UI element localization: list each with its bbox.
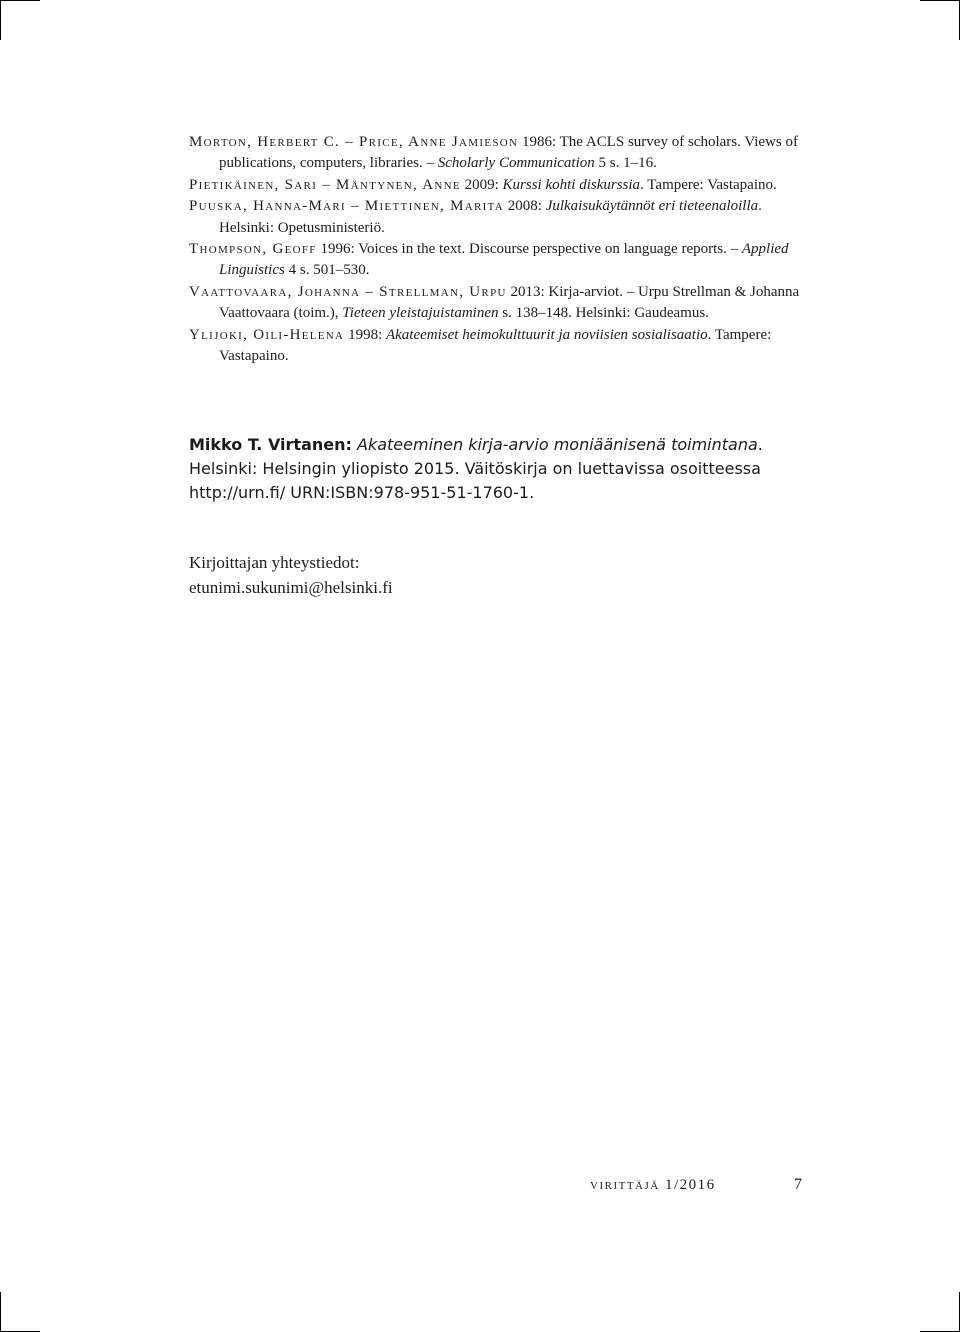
reference-authors: Pietikäinen, Sari – Mäntynen, Anne [189,176,461,193]
reference-entry [189,175,809,196]
reference-title: Kurssi kohti diskurssia [502,176,641,193]
citation-author: Mikko T. Virtanen: [189,435,352,454]
reference-text: 1998: [344,326,386,343]
page-footer [590,1174,810,1196]
reference-tail: 5 s. 1–16. [594,155,657,172]
reference-authors: Puuska, Hanna-Mari – Miettinen, Marita [189,198,505,215]
reference-authors: Ylijoki, Oili-Helena [189,326,345,343]
reference-title: Applied Linguistics [219,241,789,279]
reference-authors: Thompson, Geoff [189,241,317,258]
article-citation [189,433,789,505]
contact-email: etunimi.sukunimi@helsinki.fi [189,577,393,597]
reference-tail: s. 138–148. Helsinki: Gaudeamus. [498,305,709,322]
contact-info [189,551,589,600]
page-number: 7 [794,1176,802,1193]
reference-entry [189,132,809,175]
reference-tail: . Helsinki: Opetusministeriö. [219,198,762,236]
reference-entry [189,325,809,368]
reference-title: Julkaisukäytännöt eri tieteenaloilla [545,198,759,215]
reference-entry [189,282,809,325]
reference-list [189,132,809,367]
reference-text: 1996: Voices in the text. Discourse perspective on language reports. – [316,241,742,258]
reference-title: Tieteen yleistajuistaminen [342,305,499,322]
reference-authors: Morton, Herbert C. – Price, Anne Jamieson [189,134,519,150]
crop-mark [0,1292,1,1332]
reference-entry [189,196,809,239]
reference-text: 2009: [460,176,503,193]
crop-mark [0,0,1,40]
journal-name: virittäjä 1/2016 [590,1177,716,1193]
reference-tail: . Tampere: Vastapaino. [640,176,777,193]
reference-title: Akateemiset heimokulttuurit ja noviisien sosialisaatio [385,326,708,343]
reference-authors: Vaattovaara, Johanna – Strellman, Urpu [189,283,507,300]
reference-text: 2013: Kirja-arviot. – Urpu Strellman & Johanna Vaattovaara (toim.), [219,283,800,322]
citation-title: Akateeminen kirja-arvio moniäänisenä toimintana [357,435,758,454]
citation-rest: . Helsinki: Helsingin yliopisto 2015. Väitöskirja on luettavissa osoitteessa http://urn.fi/ URN:ISBN:978-951-51-1760-1. [189,435,763,502]
reference-tail: 4 s. 501–530. [284,262,370,279]
reference-text: 2008: [504,198,546,215]
crop-mark [0,0,40,1]
crop-mark [920,0,960,1]
reference-text: 1986: The ACLS survey of scholars. Views of publications, computers, libraries. – [219,134,799,172]
reference-entry [189,239,809,282]
contact-label: Kirjoittajan yhteystiedot: [189,553,360,572]
reference-tail: . Tampere: Vastapaino. [219,326,772,365]
reference-title: Scholarly Communication [437,155,595,172]
